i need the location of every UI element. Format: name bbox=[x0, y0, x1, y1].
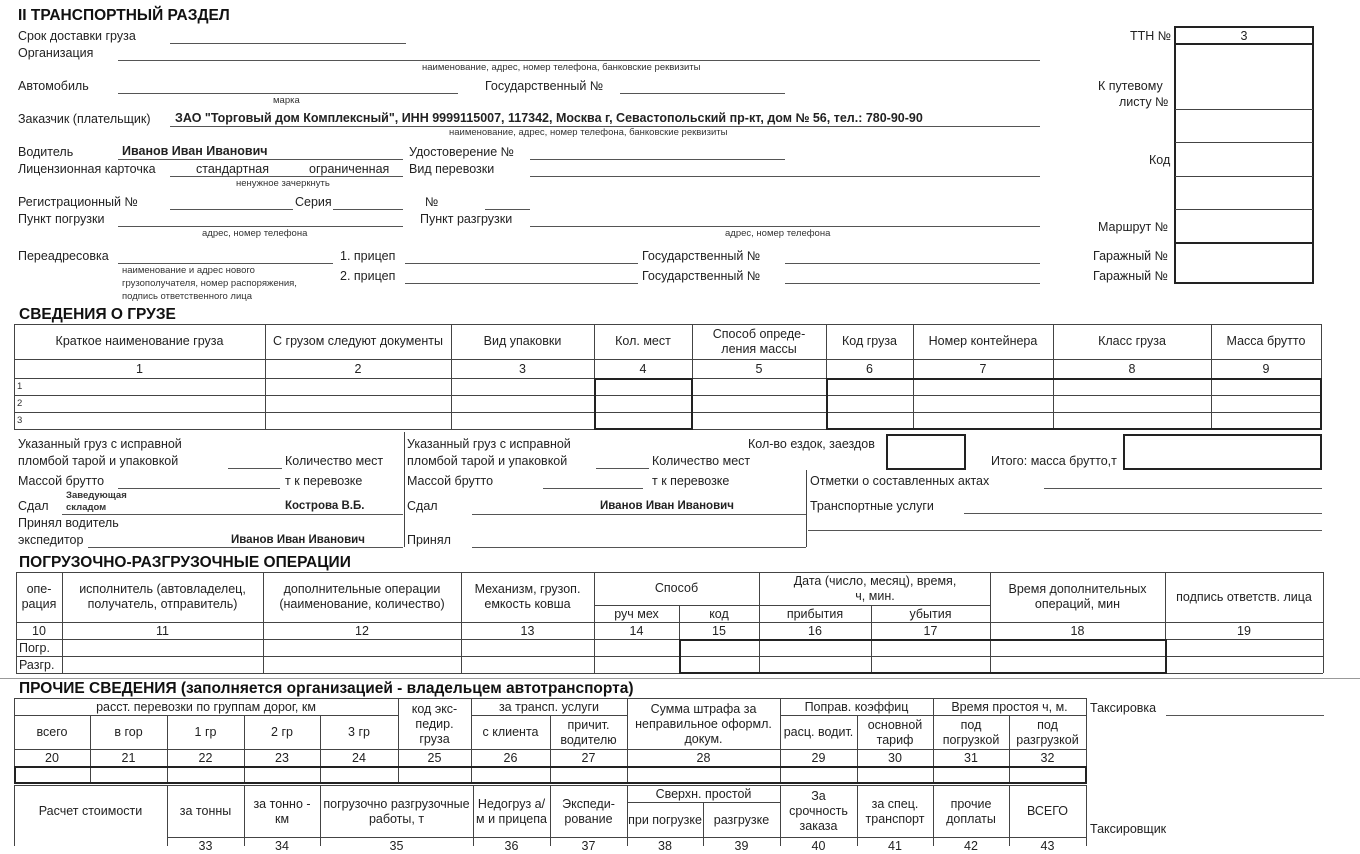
cargo-num: 9 bbox=[1262, 361, 1270, 376]
readdress-hint-1: наименование и адрес нового bbox=[122, 265, 255, 276]
calc-num: 37 bbox=[581, 838, 596, 853]
lo-num: 16 bbox=[808, 623, 822, 638]
calc-col-per-tonkm: за тонно - км bbox=[253, 796, 311, 826]
mid-seal-1: Указанный груз с исправной bbox=[407, 437, 571, 451]
calc-num: 38 bbox=[658, 838, 672, 853]
left-handed-label: Сдал bbox=[18, 499, 49, 513]
cargo-num: 8 bbox=[1128, 361, 1136, 376]
cargo-row-number: 1 bbox=[17, 381, 23, 392]
organization-label: Организация bbox=[18, 46, 94, 60]
garage-label-1: Гаражный № bbox=[1093, 249, 1169, 263]
other-num: 29 bbox=[811, 750, 826, 765]
loading-point-field[interactable] bbox=[118, 226, 403, 227]
certificate-field[interactable] bbox=[530, 159, 785, 160]
lo-col-departure: убытия bbox=[909, 606, 952, 621]
lo-num: 14 bbox=[629, 623, 644, 638]
cargo-col-code: Код груза bbox=[841, 334, 898, 348]
lo-col-method: Способ bbox=[654, 581, 699, 595]
waybill-label-1: К путевому bbox=[1098, 79, 1163, 93]
lo-col-mechanism: Механизм, грузоп. емкость ковша bbox=[474, 582, 581, 611]
reg-number-field[interactable] bbox=[170, 209, 293, 210]
lo-col-date: Дата (число, месяц), время, ч, мин. bbox=[793, 573, 957, 603]
section-separator bbox=[0, 678, 1360, 679]
calc-extra-idle: Сверхн. простой bbox=[655, 786, 752, 801]
other-col-idle-unloading: под разгрузкой bbox=[1016, 717, 1079, 747]
loading-bold-frame bbox=[679, 639, 1167, 674]
mid-received-field[interactable] bbox=[472, 547, 806, 548]
other-bold-row bbox=[14, 766, 1087, 784]
license-card-label: Лицензионная карточка bbox=[18, 162, 156, 176]
left-received-name: Иванов Иван Иванович bbox=[231, 534, 365, 546]
other-col-city: в гор bbox=[114, 725, 143, 739]
cargo-col-mass-method: Способ опреде-ления массы bbox=[712, 326, 806, 356]
mid-mass-label: Массой брутто bbox=[407, 474, 494, 488]
certificate-label: Удостоверение № bbox=[409, 145, 515, 159]
trailer2-label: 2. прицеп bbox=[340, 269, 396, 283]
other-col-total: всего bbox=[36, 725, 68, 739]
lo-row-unloading: Разгр. bbox=[19, 658, 55, 672]
calc-col-total-sum: ВСЕГО bbox=[1026, 804, 1069, 818]
cargo-col-gross: Масса брутто bbox=[1226, 334, 1306, 348]
left-handed-field[interactable] bbox=[62, 514, 403, 515]
trailer2-gov-field[interactable] bbox=[785, 283, 1040, 284]
left-received-field[interactable] bbox=[88, 547, 403, 548]
license-limited[interactable]: ограниченная bbox=[309, 162, 390, 176]
lo-num: 18 bbox=[1070, 623, 1085, 638]
mid-received-label: Принял bbox=[407, 533, 451, 547]
other-num: 28 bbox=[696, 750, 711, 765]
organization-hint: наименование, адрес, номер телефона, банковские реквизиты bbox=[422, 62, 701, 73]
trailer1-label: 1. прицеп bbox=[340, 249, 396, 263]
mid-handed-field[interactable] bbox=[472, 514, 806, 515]
cargo-bold-frame bbox=[826, 378, 1322, 430]
trailer1-field[interactable] bbox=[405, 263, 638, 264]
right-divider-1 bbox=[1175, 109, 1313, 110]
other-col-driver-charge: причит. водителю bbox=[560, 717, 617, 747]
lo-row-loading: Погр. bbox=[19, 641, 50, 655]
calc-col-lu-works: погрузочно разгрузочные работы, т bbox=[323, 796, 470, 826]
calc-col-per-ton: за тонны bbox=[179, 804, 232, 818]
right-divider-3 bbox=[1175, 176, 1313, 177]
lo-num: 11 bbox=[156, 623, 169, 638]
transport-kind-label: Вид перевозки bbox=[409, 162, 495, 176]
lo-num: 10 bbox=[32, 623, 46, 638]
calc-num: 41 bbox=[888, 838, 902, 853]
other-num: 27 bbox=[581, 750, 596, 765]
cargo-col-container: Номер контейнера bbox=[928, 334, 1038, 348]
calc-col-underload: Недогруз а/м и прицепа bbox=[476, 796, 547, 826]
mid-seal-2: пломбой тарой и упаковкой bbox=[407, 454, 568, 468]
lo-num: 17 bbox=[923, 623, 938, 638]
transport-services-field[interactable] bbox=[964, 513, 1322, 514]
section-title-other: ПРОЧИЕ СВЕДЕНИЯ (заполняется организацией - владельцем автотранспорта) bbox=[19, 680, 634, 697]
calc-num: 36 bbox=[504, 838, 519, 853]
places-bold-frame bbox=[594, 378, 693, 430]
other-fine: Сумма штрафа за неправильное оформл. докум. bbox=[635, 701, 772, 746]
left-mass-field[interactable] bbox=[118, 488, 280, 489]
cargo-num: 4 bbox=[639, 361, 647, 376]
total-mass-label: Итого: масса брутто,т bbox=[991, 454, 1117, 468]
cargo-num: 2 bbox=[354, 361, 362, 376]
other-num: 23 bbox=[275, 750, 289, 765]
other-coef: Поправ. коэффиц bbox=[804, 699, 909, 714]
gov-number-label: Государственный № bbox=[485, 79, 604, 93]
loading-hint: адрес, номер телефона bbox=[202, 228, 308, 239]
cargo-col-places: Кол. мест bbox=[615, 334, 671, 348]
total-mass-box[interactable] bbox=[1123, 434, 1322, 470]
left-places-label: Количество мест bbox=[285, 454, 384, 468]
mid-handed-label: Сдал bbox=[407, 499, 438, 513]
trailer1-gov-label: Государственный № bbox=[642, 249, 761, 263]
left-received-2: экспедитор bbox=[18, 533, 84, 547]
other-num: 32 bbox=[1040, 750, 1055, 765]
unloading-hint: адрес, номер телефона bbox=[725, 228, 831, 239]
transport-services-field-2[interactable] bbox=[808, 530, 1322, 531]
code-label: Код bbox=[1149, 153, 1171, 167]
left-handed-name: Кострова В.Б. bbox=[285, 500, 365, 512]
trailer1-gov-field[interactable] bbox=[785, 263, 1040, 264]
customer-hint: наименование, адрес, номер телефона, банковские реквизиты bbox=[449, 127, 728, 138]
waybill-label-2: листу № bbox=[1119, 95, 1169, 109]
calc-col-special: за спец. транспорт bbox=[865, 796, 925, 826]
ttn-label: ТТН № bbox=[1130, 29, 1172, 43]
calc-num: 43 bbox=[1040, 838, 1055, 853]
other-num: 25 bbox=[427, 750, 442, 765]
cargo-num: 6 bbox=[866, 361, 873, 376]
cargo-row-number: 3 bbox=[17, 415, 23, 426]
other-distance-group: расст. перевозки по группам дорог, км bbox=[96, 699, 316, 714]
delivery-term-field[interactable] bbox=[170, 43, 406, 44]
calc-col-other-pay: прочие доплаты bbox=[946, 796, 996, 826]
left-mass-label: Массой брутто bbox=[18, 474, 105, 488]
organization-field[interactable] bbox=[118, 60, 1040, 61]
lo-col-executor: исполнитель (автовладелец, получатель, отправитель) bbox=[79, 582, 246, 611]
calc-num: 33 bbox=[198, 838, 213, 853]
mid-mass-field[interactable] bbox=[543, 488, 643, 489]
other-transport-services: за трансп. услуги bbox=[498, 699, 600, 714]
other-num: 31 bbox=[964, 750, 978, 765]
left-handed-pos-1: Заведующая bbox=[66, 490, 127, 501]
other-col-g3: 3 гр bbox=[348, 725, 370, 739]
left-tons-label: т к перевозке bbox=[285, 474, 363, 488]
cargo-num: 1 bbox=[136, 361, 143, 376]
other-num: 26 bbox=[503, 750, 518, 765]
lo-col-method-manual: руч мех bbox=[614, 606, 659, 621]
section-title-transport: II ТРАНСПОРТНЫЙ РАЗДЕЛ bbox=[18, 7, 230, 24]
driver-value: Иванов Иван Иванович bbox=[122, 144, 268, 158]
cargo-num: 3 bbox=[519, 361, 526, 376]
calc-num: 40 bbox=[811, 838, 826, 853]
mid-places-field[interactable] bbox=[596, 468, 649, 469]
license-standard[interactable]: стандартная bbox=[196, 162, 269, 176]
lo-num: 13 bbox=[520, 623, 535, 638]
reg-number-label: Регистрационный № bbox=[18, 195, 138, 209]
number-label: № bbox=[425, 195, 439, 209]
transport-kind-field[interactable] bbox=[530, 176, 1040, 177]
delivery-term-label: Срок доставки груза bbox=[18, 29, 136, 43]
trips-box[interactable] bbox=[886, 434, 966, 470]
car-field[interactable] bbox=[118, 93, 458, 94]
lo-num: 15 bbox=[712, 623, 726, 638]
lo-col-additional: дополнительные операции (наименование, количество) bbox=[279, 582, 445, 611]
lo-num: 19 bbox=[1237, 623, 1251, 638]
calc-col-extra-loading: при погрузке bbox=[628, 812, 702, 827]
ttn-value[interactable]: 3 bbox=[1240, 29, 1248, 43]
readdress-hint-3: подпись ответственного лица bbox=[122, 291, 252, 302]
driver-field[interactable] bbox=[118, 159, 403, 160]
calc-num: 42 bbox=[964, 838, 978, 853]
transfer-divider-2 bbox=[806, 470, 807, 547]
transfer-divider-1 bbox=[404, 432, 405, 547]
taxator-label: Таксировщик bbox=[1090, 822, 1167, 836]
calc-num: 35 bbox=[389, 838, 404, 853]
cargo-row-number: 2 bbox=[17, 398, 23, 409]
ttn-divider bbox=[1175, 43, 1313, 45]
other-num: 22 bbox=[198, 750, 213, 765]
other-col-base-tariff: основной тариф bbox=[867, 717, 923, 747]
car-label: Автомобиль bbox=[18, 79, 89, 93]
section-title-cargo: СВЕДЕНИЯ О ГРУЗЕ bbox=[19, 306, 176, 323]
driver-label: Водитель bbox=[18, 145, 74, 159]
other-col-forwarding-code: код экс-педир. груза bbox=[411, 701, 458, 746]
garage-label-2: Гаражный № bbox=[1093, 269, 1169, 283]
section-title-loading: ПОГРУЗОЧНО-РАЗГРУЗОЧНЫЕ ОПЕРАЦИИ bbox=[19, 554, 351, 571]
calc-num: 39 bbox=[734, 838, 749, 853]
taxation-label: Таксировка bbox=[1090, 701, 1157, 715]
lo-col-signature: подпись ответств. лица bbox=[1176, 589, 1312, 604]
license-card-field bbox=[170, 176, 403, 177]
other-col-from-client: с клиента bbox=[482, 725, 539, 739]
license-hint: ненужное зачеркнуть bbox=[236, 178, 330, 189]
cargo-col-docs: С грузом следуют документы bbox=[273, 334, 443, 348]
trailer2-field[interactable] bbox=[405, 283, 638, 284]
series-label: Серия bbox=[295, 195, 332, 209]
car-hint: марка bbox=[273, 95, 300, 106]
cargo-num: 7 bbox=[979, 361, 987, 376]
customer-label: Заказчик (плательщик) bbox=[18, 112, 151, 126]
calc-col-extra-unloading: разгрузке bbox=[713, 812, 770, 827]
lo-num: 12 bbox=[355, 623, 369, 638]
other-col-g2: 2 гр bbox=[271, 725, 293, 739]
unloading-point-label: Пункт разгрузки bbox=[420, 212, 513, 226]
calc-label: Расчет стоимости bbox=[38, 804, 143, 818]
mid-tons-label: т к перевозке bbox=[652, 474, 730, 488]
other-num: 30 bbox=[888, 750, 902, 765]
calc-col-forwarding: Экспеди-рование bbox=[562, 796, 615, 826]
other-idle: Время простоя ч, м. bbox=[951, 699, 1068, 714]
mid-places-label: Количество мест bbox=[652, 454, 751, 468]
readdress-hint-2: грузополучателя, номер распоряжения, bbox=[122, 278, 297, 289]
right-divider-4 bbox=[1175, 209, 1313, 210]
acts-field[interactable] bbox=[1044, 488, 1322, 489]
loading-point-label: Пункт погрузки bbox=[18, 212, 105, 226]
lo-col-method-code: код bbox=[709, 606, 729, 621]
cargo-col-name: Краткое наименование груза bbox=[55, 334, 224, 348]
left-places-field[interactable] bbox=[228, 468, 282, 469]
customer-value: ЗАО "Торговый дом Комплексный", ИНН 9999115007, 117342, Москва г, Севастопольский пр-кт, дом № 56, тел.: 780-90-90 bbox=[175, 111, 923, 125]
readdress-label: Переадресовка bbox=[18, 249, 109, 263]
calc-num: 34 bbox=[275, 838, 289, 853]
trailer2-gov-label: Государственный № bbox=[642, 269, 761, 283]
number-field[interactable] bbox=[485, 209, 530, 210]
route-label: Маршрут № bbox=[1098, 220, 1169, 234]
other-num: 24 bbox=[352, 750, 366, 765]
lo-col-add-time: Время дополнительных операций, мин bbox=[1008, 582, 1147, 611]
left-seal-2: пломбой тарой и упаковкой bbox=[18, 454, 179, 468]
cargo-col-class: Класс груза bbox=[1098, 334, 1166, 348]
right-divider-5 bbox=[1175, 242, 1313, 244]
readdress-field[interactable] bbox=[118, 263, 333, 264]
calc-col-urgency: За срочность заказа bbox=[789, 789, 848, 833]
right-divider-2 bbox=[1175, 142, 1313, 143]
acts-label: Отметки о составленных актах bbox=[810, 474, 990, 488]
cargo-num: 5 bbox=[755, 361, 763, 376]
other-col-driver-calc: расц. водит. bbox=[783, 725, 854, 739]
other-col-idle-loading: под погрузкой bbox=[942, 717, 1000, 747]
mid-handed-name: Иванов Иван Иванович bbox=[600, 500, 734, 512]
left-received-1: Принял водитель bbox=[18, 516, 119, 530]
gov-number-field[interactable] bbox=[620, 93, 785, 94]
left-seal-1: Указанный груз с исправной bbox=[18, 437, 182, 451]
taxation-field[interactable] bbox=[1166, 715, 1324, 716]
transport-services-label: Транспортные услуги bbox=[810, 499, 934, 513]
other-col-g1: 1 гр bbox=[194, 725, 217, 739]
lo-col-operation: опе-рация bbox=[21, 582, 57, 611]
right-panel-box bbox=[1174, 26, 1314, 284]
other-num: 20 bbox=[45, 750, 59, 765]
lo-col-arrival: прибытия bbox=[786, 606, 844, 621]
left-handed-pos-2: складом bbox=[66, 502, 107, 513]
unloading-point-field[interactable] bbox=[530, 226, 1040, 227]
trips-label: Кол-во ездок, заездов bbox=[748, 437, 875, 451]
series-field[interactable] bbox=[333, 209, 403, 210]
cargo-col-package: Вид упаковки bbox=[483, 334, 562, 348]
other-num: 21 bbox=[121, 750, 136, 765]
